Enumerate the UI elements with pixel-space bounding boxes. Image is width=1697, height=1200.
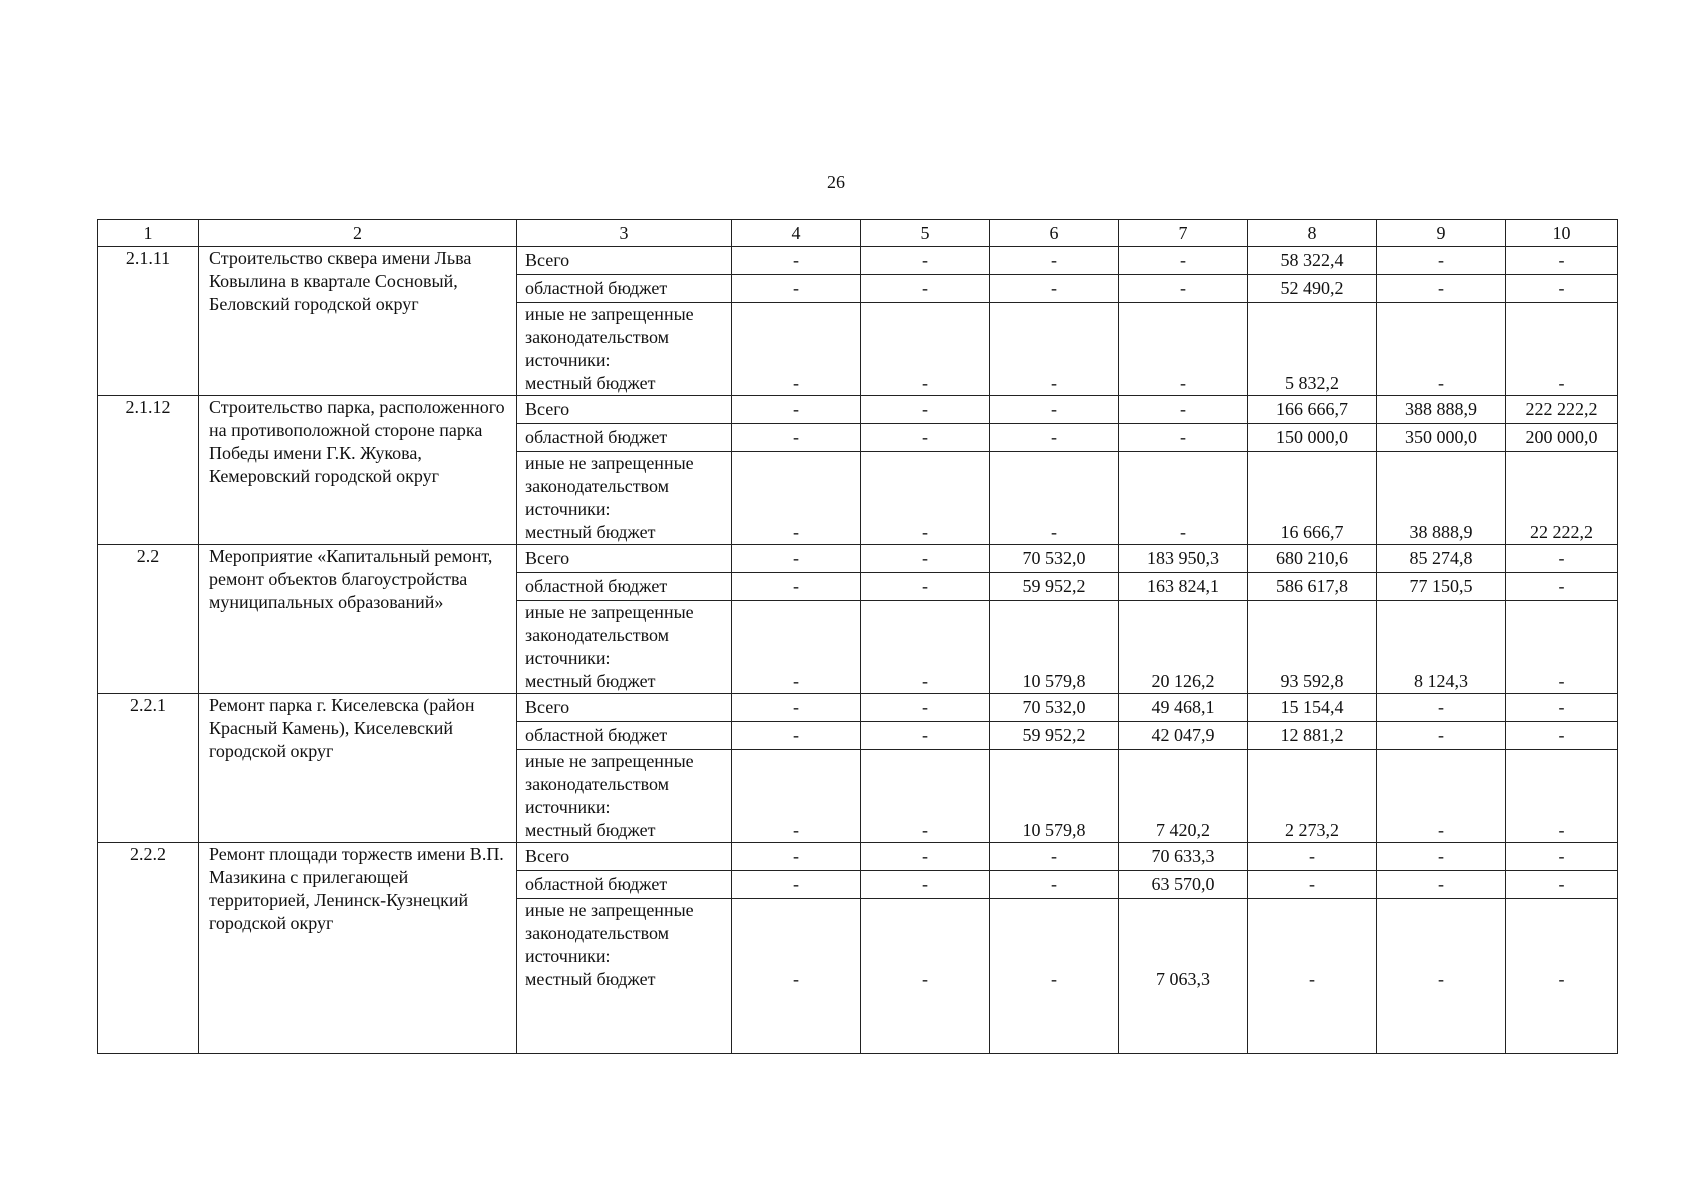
source-regional-label: областной бюджет [517,871,732,899]
source-other-line: законодательством [525,476,670,496]
source-total-label: Всего [517,545,732,573]
value-cell: 63 570,0 [1119,871,1248,899]
source-other-line: законодательством [525,923,670,943]
table-row-total [98,843,1618,871]
source-other-line: законодательством [525,625,670,645]
header-row [98,220,1618,247]
source-regional-label: областной бюджет [517,275,732,303]
value-cell: - [990,899,1119,1054]
budget-table [97,219,1618,1054]
value-cell: - [861,871,990,899]
value-cell: - [1377,899,1506,1054]
value-cell: 70 532,0 [990,694,1119,722]
source-other-line: иные не запрещенные [525,900,694,920]
value-cell: - [1248,871,1377,899]
value-cell: 350 000,0 [1377,424,1506,452]
source-regional-label: областной бюджет [517,722,732,750]
value-cell: 85 274,8 [1377,545,1506,573]
value-cell: - [1377,843,1506,871]
table-row-total [98,396,1618,424]
source-other-line: источники: [525,797,611,817]
value-cell: - [732,275,861,303]
header-cell: 10 [1506,220,1618,247]
source-regional-label: областной бюджет [517,573,732,601]
table-body [98,247,1618,1054]
value-cell: 58 322,4 [1248,247,1377,275]
value-cell: - [1248,843,1377,871]
source-local-label: местный бюджет [525,969,656,989]
value-cell: - [1377,247,1506,275]
value-cell: - [990,275,1119,303]
value-cell: - [861,275,990,303]
value-cell: 70 633,3 [1119,843,1248,871]
value-cell: 166 666,7 [1248,396,1377,424]
table-row-total [98,694,1618,722]
value-cell: 59 952,2 [990,573,1119,601]
source-total-label: Всего [517,843,732,871]
source-other-label [517,899,732,1054]
header-cell: 2 [199,220,517,247]
source-total-label: Всего [517,396,732,424]
value-cell: - [1506,843,1618,871]
source-total-label: Всего [517,694,732,722]
item-name: Строительство парка, расположенного на противоположной стороне парка Победы имени Г.К. Жукова, Кемеровский городской округ [199,396,517,545]
value-cell: 680 210,6 [1248,545,1377,573]
item-name: Ремонт площади торжеств имени В.П. Мазикина с прилегающей территорией, Ленинск-Кузнецкий городской округ [199,843,517,1054]
value-cell: 163 824,1 [1119,573,1248,601]
source-local-label: местный бюджет [525,522,656,542]
value-cell: 49 468,1 [1119,694,1248,722]
value-cell: - [1119,452,1248,545]
source-other-line: иные не запрещенные [525,304,694,324]
table-row-total [98,247,1618,275]
value-cell: 150 000,0 [1248,424,1377,452]
header-cell: 1 [98,220,199,247]
value-cell: 12 881,2 [1248,722,1377,750]
value-cell: - [861,452,990,545]
value-cell: 10 579,8 [990,750,1119,843]
source-other-label [517,601,732,694]
value-cell: - [732,843,861,871]
value-cell: - [861,303,990,396]
value-cell: - [861,843,990,871]
value-cell: 38 888,9 [1377,452,1506,545]
value-cell: - [861,573,990,601]
page-number: 26 [827,172,845,192]
value-cell: 388 888,9 [1377,396,1506,424]
value-cell: - [1506,750,1618,843]
value-cell: - [732,396,861,424]
value-cell: - [1377,750,1506,843]
value-cell: - [990,871,1119,899]
source-other-label [517,452,732,545]
value-cell: - [1506,247,1618,275]
value-cell: 200 000,0 [1506,424,1618,452]
value-cell: 93 592,8 [1248,601,1377,694]
value-cell: - [1377,722,1506,750]
header-cell: 4 [732,220,861,247]
value-cell: 7 420,2 [1119,750,1248,843]
value-cell: 22 222,2 [1506,452,1618,545]
value-cell: - [861,601,990,694]
item-code: 2.2.1 [98,694,199,843]
header-cell: 3 [517,220,732,247]
source-other-line: источники: [525,350,611,370]
value-cell: 586 617,8 [1248,573,1377,601]
value-cell: - [1377,871,1506,899]
value-cell: 16 666,7 [1248,452,1377,545]
value-cell: - [1506,871,1618,899]
header-cell: 7 [1119,220,1248,247]
value-cell: 77 150,5 [1377,573,1506,601]
value-cell: - [990,303,1119,396]
value-cell: 20 126,2 [1119,601,1248,694]
value-cell: - [1119,247,1248,275]
item-code: 2.1.11 [98,247,199,396]
value-cell: - [732,424,861,452]
value-cell: - [1377,303,1506,396]
value-cell: - [732,694,861,722]
value-cell: - [861,694,990,722]
source-local-label: местный бюджет [525,373,656,393]
value-cell: - [732,573,861,601]
source-other-label [517,303,732,396]
value-cell: - [861,899,990,1054]
value-cell: 2 273,2 [1248,750,1377,843]
value-cell: - [861,750,990,843]
value-cell: - [1377,275,1506,303]
value-cell: - [990,843,1119,871]
source-total-label: Всего [517,247,732,275]
value-cell: - [732,452,861,545]
value-cell: - [1506,899,1618,1054]
source-other-line: источники: [525,648,611,668]
value-cell: - [1506,601,1618,694]
value-cell: - [1119,303,1248,396]
header-cell: 5 [861,220,990,247]
value-cell: - [1506,694,1618,722]
source-other-line: источники: [525,499,611,519]
value-cell: - [1248,899,1377,1054]
value-cell: - [732,722,861,750]
value-cell: - [1506,275,1618,303]
value-cell: - [732,871,861,899]
value-cell: - [990,247,1119,275]
value-cell: - [861,247,990,275]
source-other-line: источники: [525,946,611,966]
source-other-line: законодательством [525,774,670,794]
item-code: 2.1.12 [98,396,199,545]
value-cell: - [732,899,861,1054]
header-cell: 9 [1377,220,1506,247]
value-cell: - [1119,275,1248,303]
value-cell: - [1506,545,1618,573]
value-cell: - [861,424,990,452]
value-cell: 70 532,0 [990,545,1119,573]
value-cell: - [1377,694,1506,722]
value-cell: - [1119,424,1248,452]
source-other-line: иные не запрещенные [525,602,694,622]
value-cell: - [861,722,990,750]
value-cell: - [732,303,861,396]
value-cell: 15 154,4 [1248,694,1377,722]
item-code: 2.2 [98,545,199,694]
value-cell: - [990,396,1119,424]
source-local-label: местный бюджет [525,820,656,840]
item-name: Ремонт парка г. Киселевска (район Красный Камень), Киселевский городской округ [199,694,517,843]
value-cell: 7 063,3 [1119,899,1248,1054]
header-cell: 6 [990,220,1119,247]
value-cell: - [1119,396,1248,424]
value-cell: 52 490,2 [1248,275,1377,303]
value-cell: 8 124,3 [1377,601,1506,694]
source-local-label: местный бюджет [525,671,656,691]
source-other-label [517,750,732,843]
item-code: 2.2.2 [98,843,199,1054]
value-cell: - [990,452,1119,545]
source-other-line: иные не запрещенные [525,453,694,473]
value-cell: 183 950,3 [1119,545,1248,573]
source-other-line: законодательством [525,327,670,347]
table-header [98,220,1618,247]
value-cell: - [1506,722,1618,750]
value-cell: - [990,424,1119,452]
item-name: Строительство сквера имени Льва Ковылина в квартале Сосновый, Беловский городской округ [199,247,517,396]
value-cell: - [732,545,861,573]
value-cell: 59 952,2 [990,722,1119,750]
item-name: Мероприятие «Капитальный ремонт, ремонт объектов благоустройства муниципальных образований» [199,545,517,694]
value-cell: - [861,545,990,573]
value-cell: 5 832,2 [1248,303,1377,396]
value-cell: 10 579,8 [990,601,1119,694]
value-cell: - [861,396,990,424]
value-cell: - [732,247,861,275]
value-cell: 42 047,9 [1119,722,1248,750]
source-regional-label: областной бюджет [517,424,732,452]
value-cell: - [1506,573,1618,601]
source-other-line: иные не запрещенные [525,751,694,771]
value-cell: - [732,601,861,694]
value-cell: - [732,750,861,843]
table-row-total [98,545,1618,573]
value-cell: 222 222,2 [1506,396,1618,424]
value-cell: - [1506,303,1618,396]
header-cell: 8 [1248,220,1377,247]
